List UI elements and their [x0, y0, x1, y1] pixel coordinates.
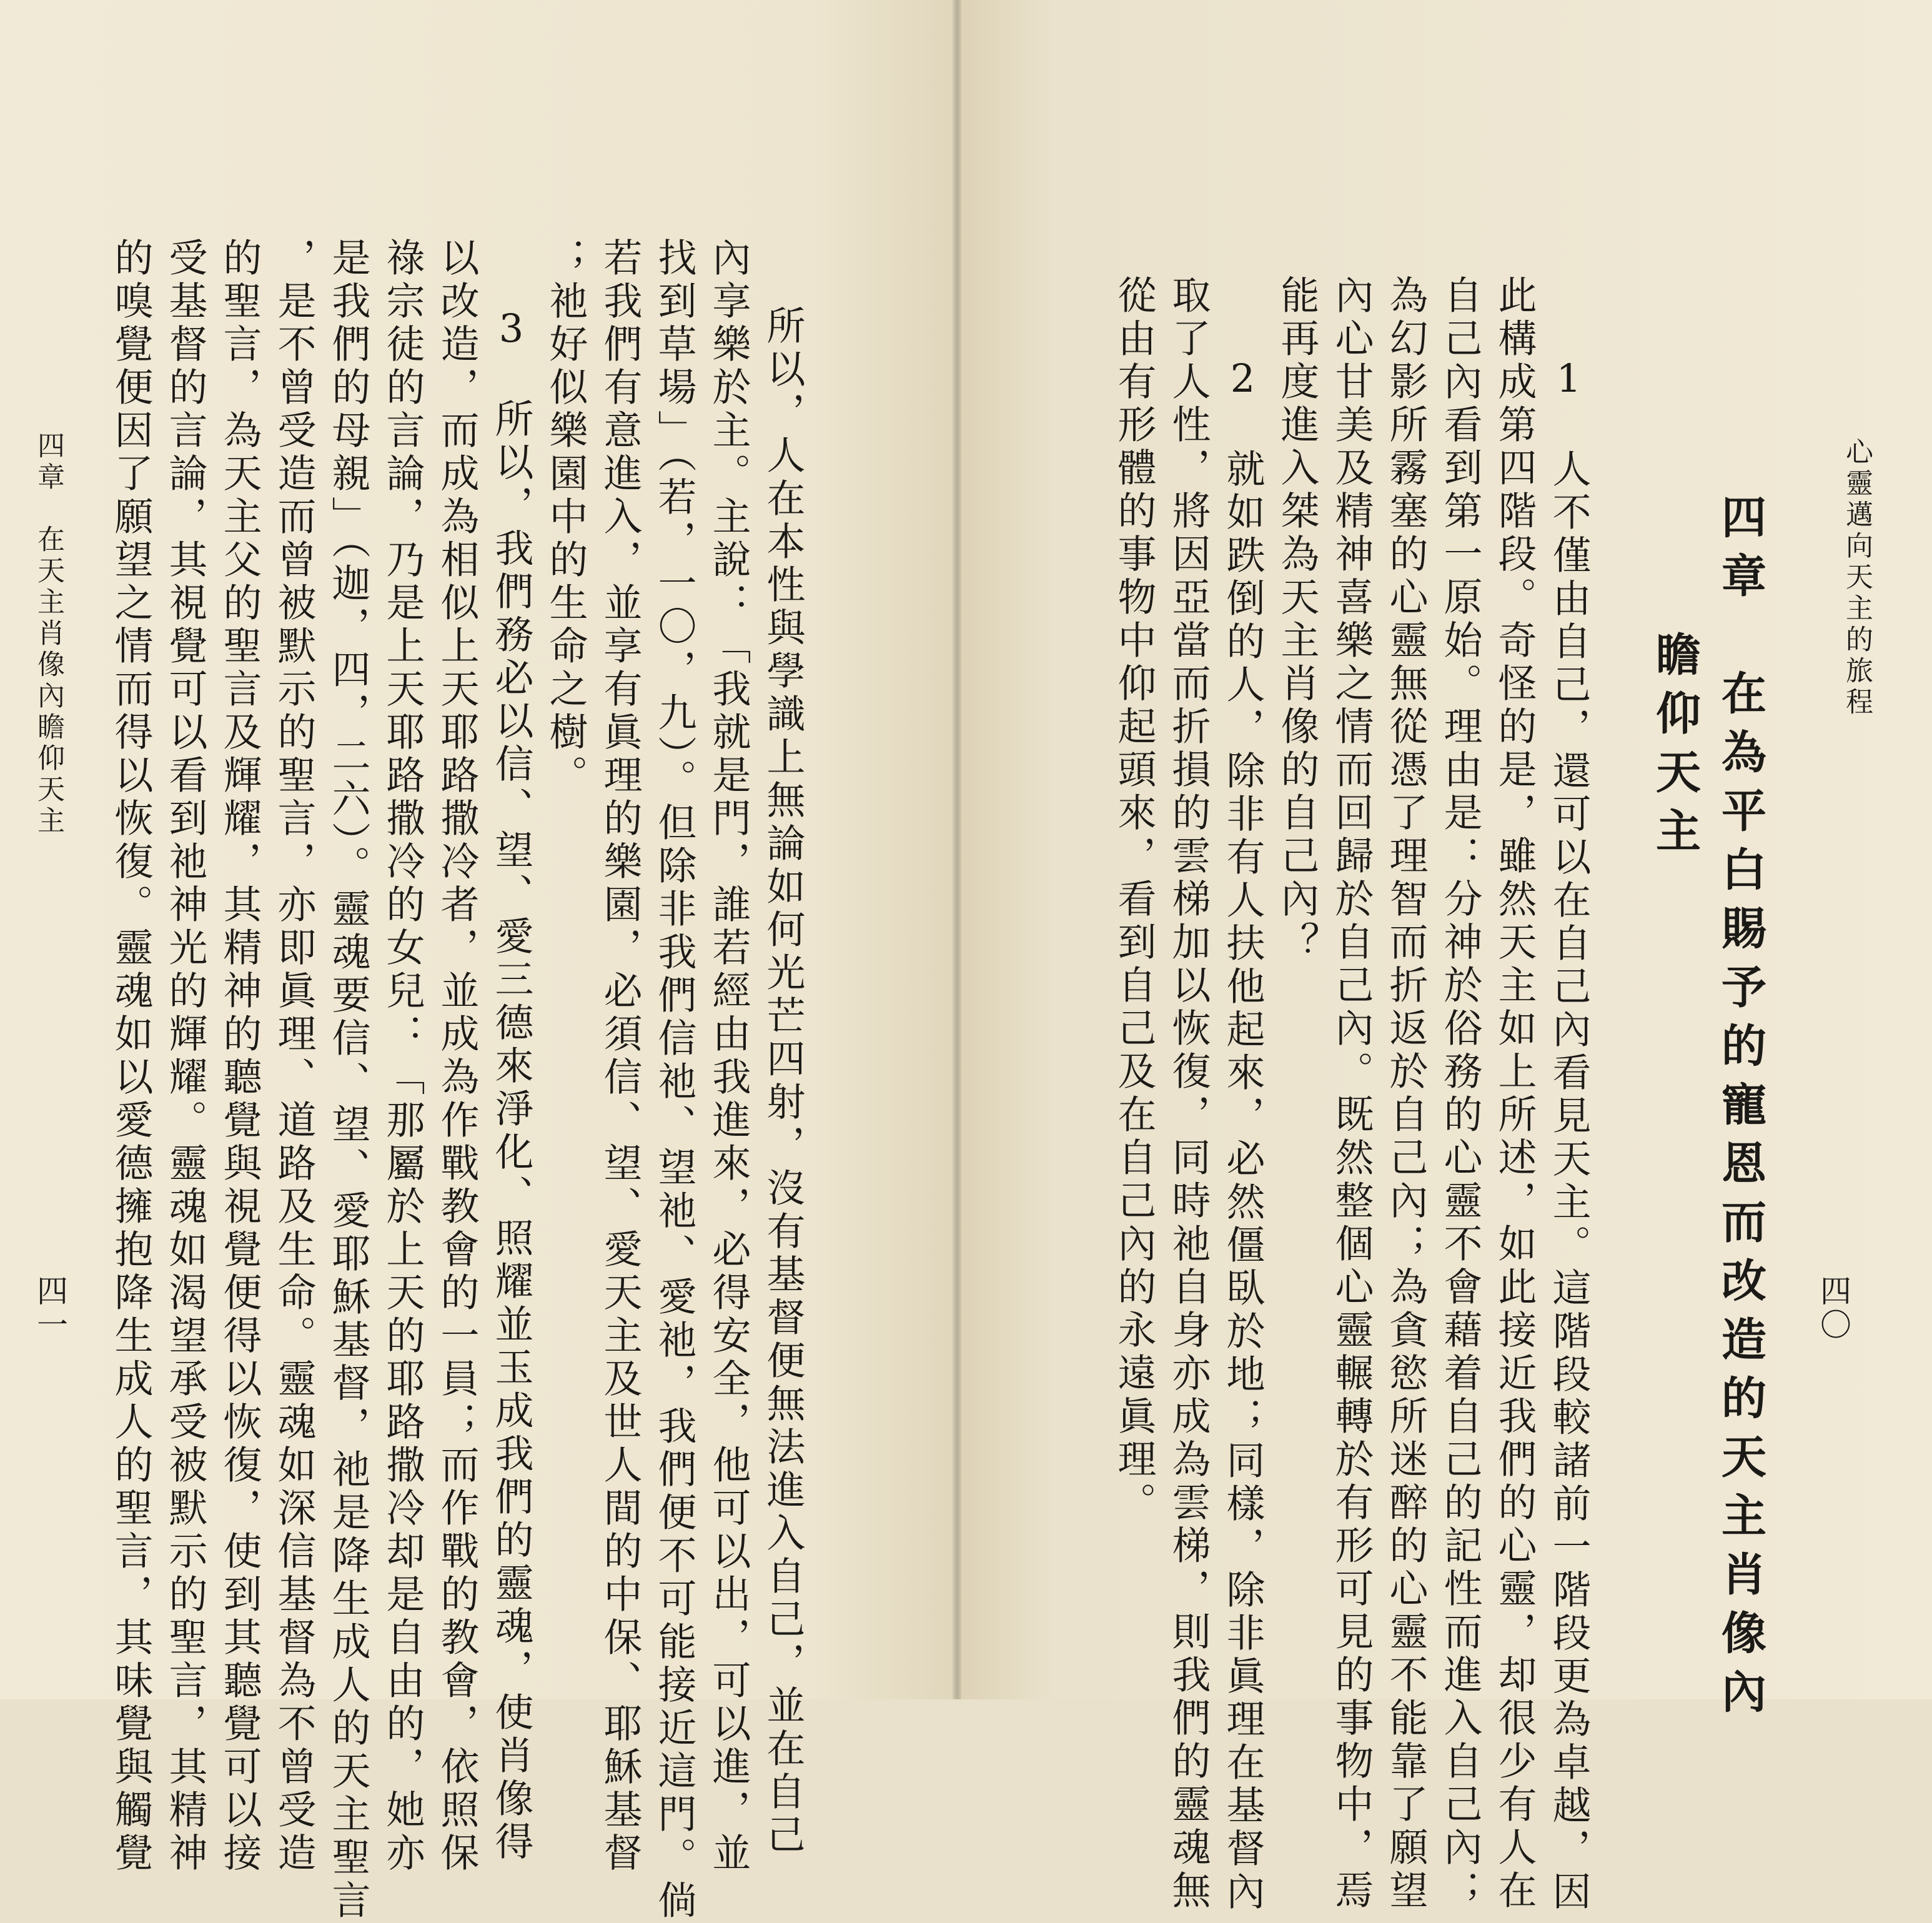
page-number-left: 四一: [32, 1275, 68, 1342]
body-line: 內心甘美及精神喜樂之情而回歸於自己內。既然整個心靈輾轉於有形可見的事物中，焉: [1329, 275, 1374, 1913]
body-line: 此構成第四階段。奇怪的是，雖然天主如上所述，如此接近我們的心靈，却很少有人在: [1492, 275, 1537, 1913]
body-line: 從由有形體的事物中仰起頭來，看到自己及在自己內的永遠眞理。: [1111, 275, 1157, 1525]
body-line: 取了人性，將因亞當而折損的雲梯加以恢復，同時祂自身亦成為雲梯，則我們的靈魂無: [1166, 275, 1211, 1913]
running-foot: 四章 在天主肖像內瞻仰天主: [32, 431, 64, 837]
body-line: 為幻影所霧塞的心靈無從憑了理智而折返於自己內；為貪慾所迷醉的心靈不能靠了願望: [1383, 275, 1429, 1913]
body-line: 自己內看到第一原始。理由是：分神於俗務的心靈不會藉着自己的記性而進入自己內；: [1437, 275, 1483, 1913]
book-gutter: [953, 0, 961, 1699]
body-line: 所以，人在本性與學識上無論如何光芒四射，沒有基督便無法進入自己，並在自己: [760, 262, 806, 1857]
body-line: 祿宗徒的言論，乃是上天耶路撒冷的女兒：「那屬於上天的耶路撒冷却是自由的，她亦: [380, 237, 425, 1876]
body-line: 若我們有意進入，並享有眞理的樂園，必須信、望、愛天主及世人間的中保、耶穌基督: [597, 237, 643, 1876]
running-head: 心靈邁向天主的旅程: [1841, 437, 1873, 718]
chapter-title-line-1: 四章 在為平白賜予的寵恩而改造的天主肖像內: [1714, 494, 1767, 1727]
body-line: 是我們的母親」（迦，四，二六）。靈魂要信、望、愛耶穌基督，祂是降生成人的天主聖言: [325, 237, 371, 1923]
body-line: 的聖言，為天主父的聖言及輝耀，其精神的聽覺與視覺便得以恢復，使到其聽覺可以接: [217, 237, 262, 1876]
body-line: ；祂好似樂園中的生命之樹。: [543, 237, 588, 798]
body-line: 內享樂於主。主說：「我就是門，誰若經由我進來，必得安全，他可以出，可以進，並: [706, 237, 751, 1876]
chapter-title-line-2: 瞻仰天主: [1648, 631, 1702, 866]
page-number-right: 四〇: [1815, 1275, 1851, 1342]
body-line: 3 所以，我們務必以信、望、愛三德來淨化、照耀並玉成我們的靈魂，使肖像得: [488, 262, 534, 1864]
body-line: 受基督的言論，其視覺可以看到祂神光的輝耀。靈魂如渴望承受被默示的聖言，其精神: [162, 237, 208, 1876]
body-line: 2 就如跌倒的人，除非有人扶他起來，必然僵臥於地；同樣，除非眞理在基督內: [1220, 312, 1266, 1914]
body-line: 1 人不僅由自己，還可以在自己內看見天主。這階段較諸前一階段更為卓越，因: [1546, 312, 1592, 1914]
body-line: 的嗅覺便因了願望之情而得以恢復。靈魂如以愛德擁抱降生成人的聖言，其味覺與觸覺: [108, 237, 154, 1876]
body-line: 找到草場」（若，一〇，九）。但除非我們信祂、望祂、愛祂，我們便不可能接近這門。倘: [651, 237, 697, 1923]
body-line: ，是不曾受造而曾被默示的聖言，亦即眞理、道路及生命。靈魂如深信基督為不曾受造: [271, 237, 317, 1876]
body-line: 以改造，而成為相似上天耶路撒冷者，並成為作戰教會的一員；而作戰的教會，依照保: [434, 237, 480, 1876]
body-line: 能再度進入桀為天主肖像的自己內？: [1274, 275, 1320, 965]
